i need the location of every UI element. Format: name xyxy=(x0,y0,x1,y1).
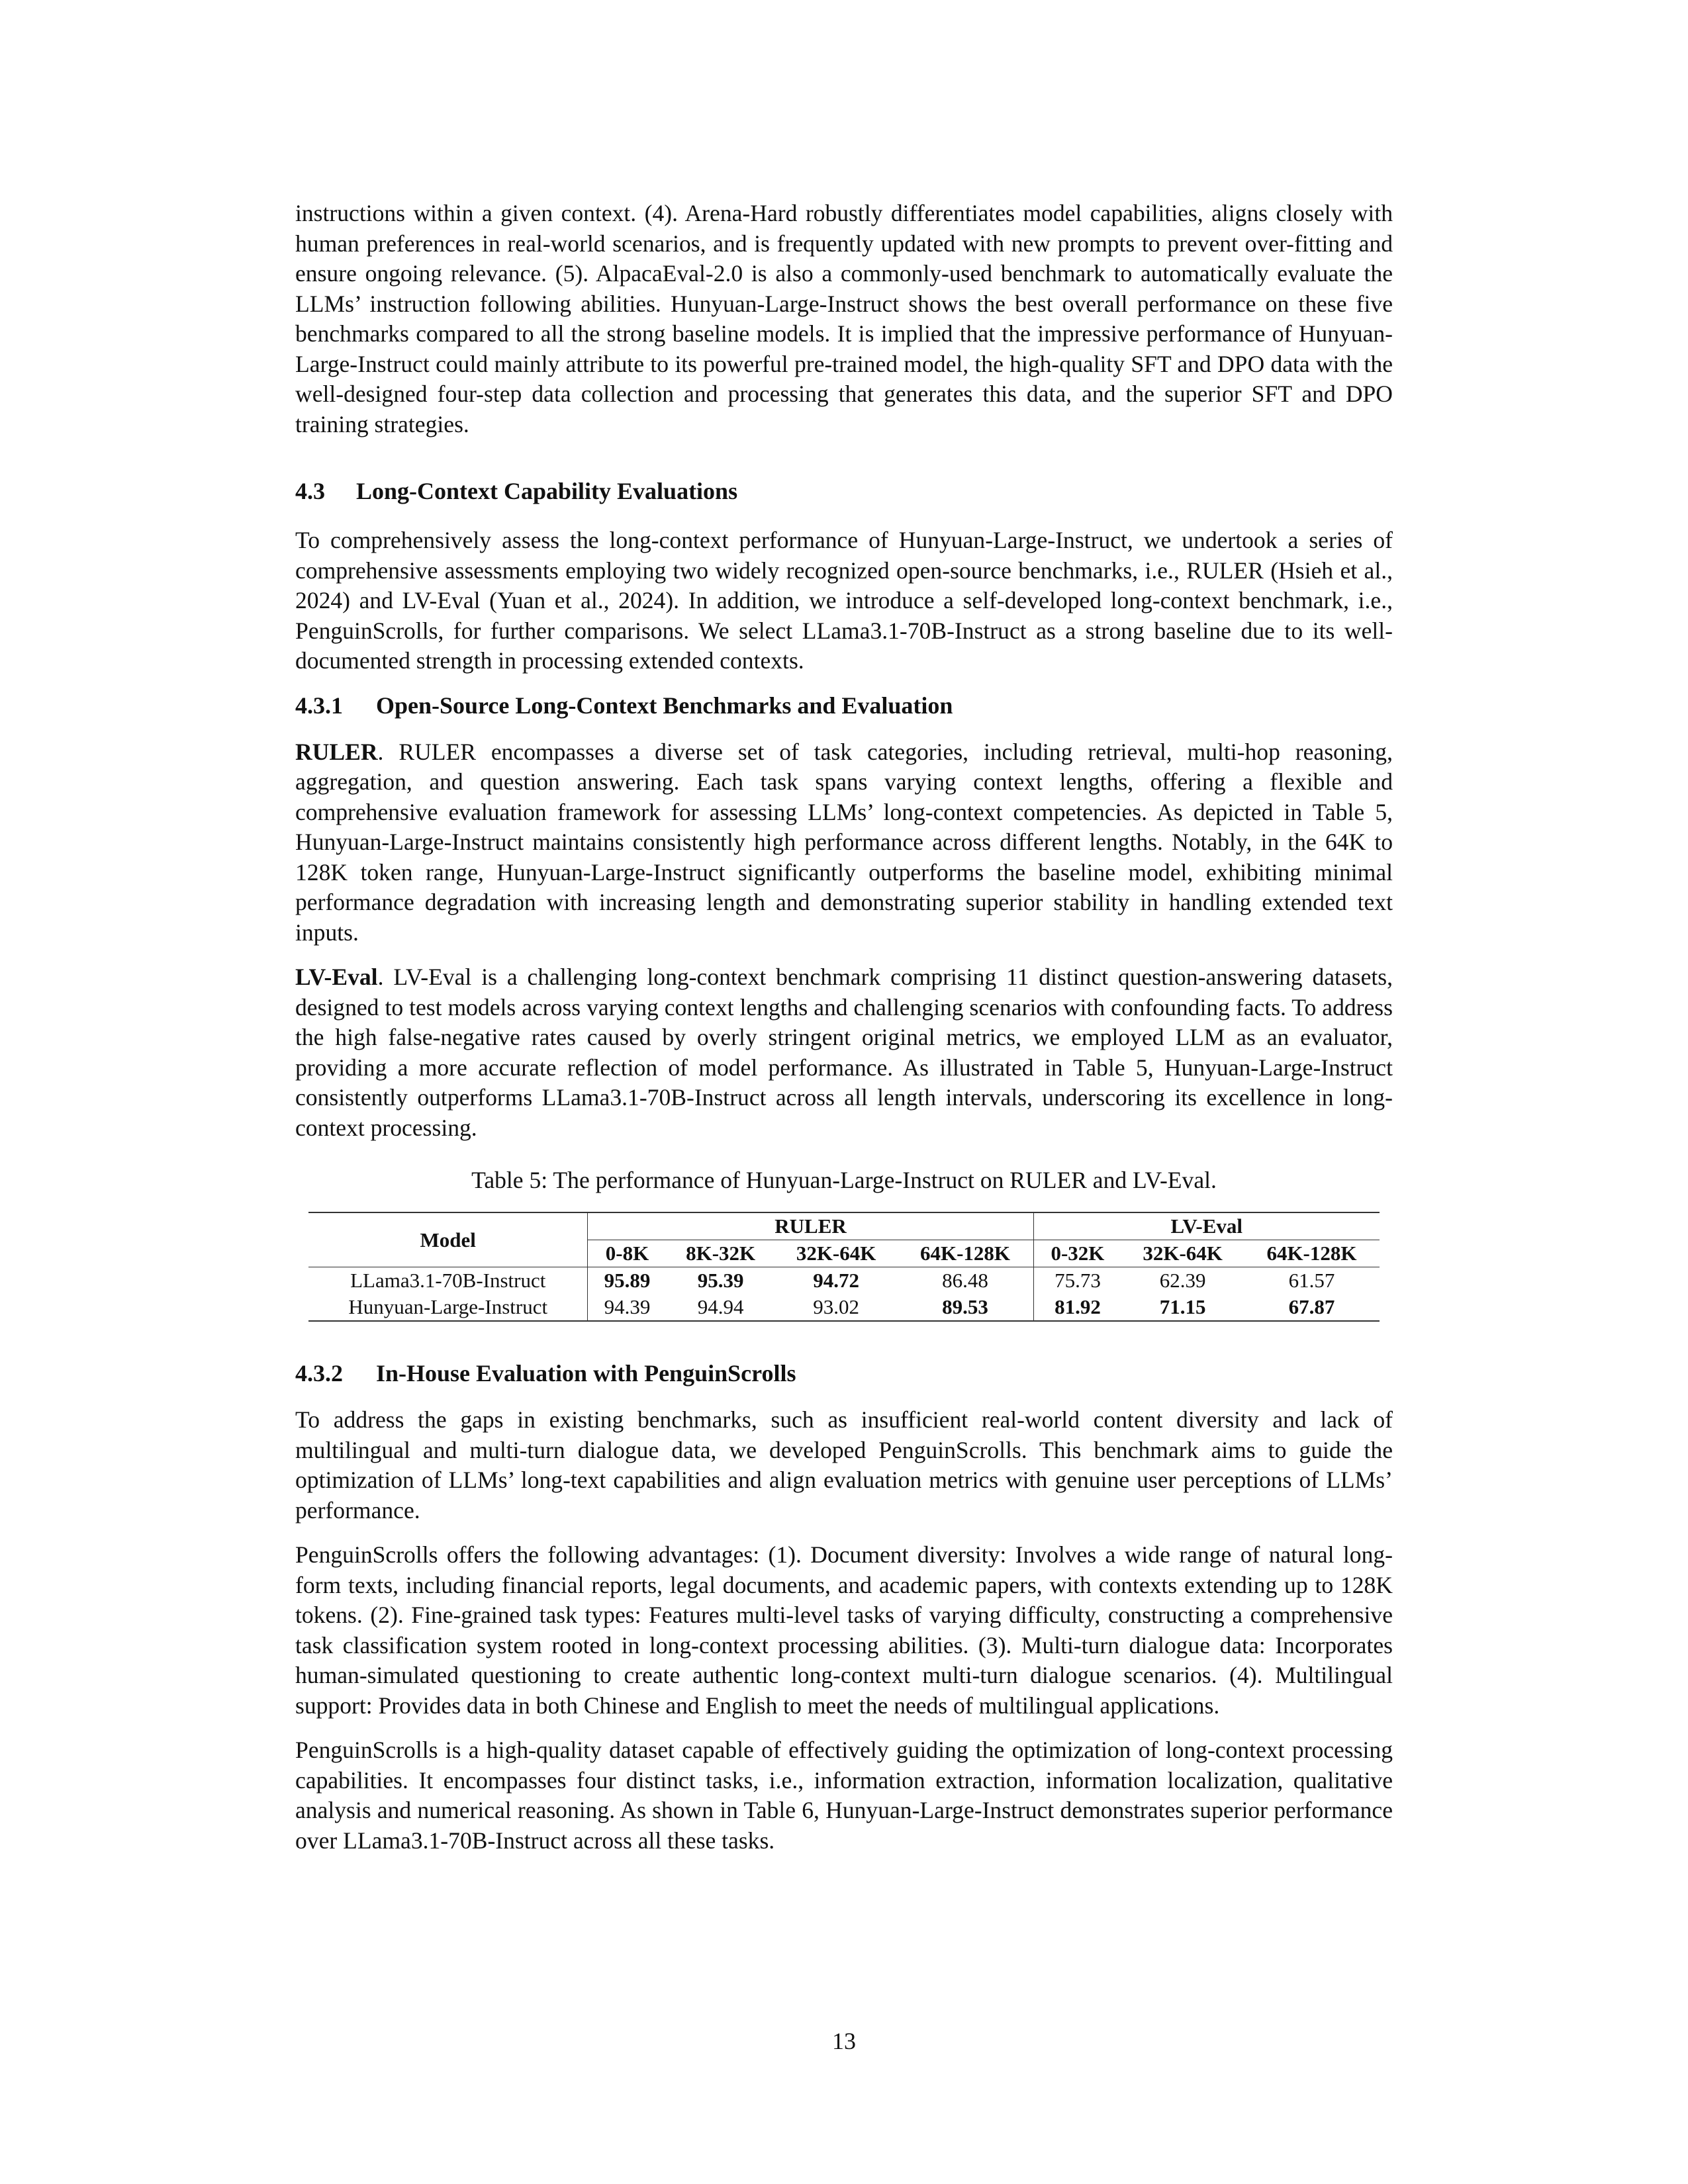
ruler-paragraph-text: . RULER encompasses a diverse set of task categories, including retrieval, multi-hop reasoning, aggregation, and question answering. Each task spans varying context lengths, offering a flexible and comprehensive evaluation framework for assessing LLMs’ long-context competencies. As depicted in Table 5, Hunyuan-Large-Instruct maintains consistently high performance across different lengths. Notably, in the 64K to 128K token range, Hunyuan-Large-Instruct significantly outperforms the baseline model, exhibiting minimal performance degradation with increasing length and demonstrating superior stability in handling extended text inputs. xyxy=(295,738,1393,946)
ruler-col-header: 8K-32K xyxy=(667,1240,775,1267)
table-5 xyxy=(308,1212,1380,1322)
ruler-col-header: 32K-64K xyxy=(775,1240,898,1267)
table-5-caption: Table 5: The performance of Hunyuan-Large-Instruct on RULER and LV-Eval. xyxy=(471,1167,1217,1193)
penguinscrolls-paragraph-1: To address the gaps in existing benchmarks, such as insufficient real-world content diversity and lack of multilingual and multi-turn dialogue data, we developed PenguinScrolls. This benchmark aims to guide the optimization of LLMs’ long-text capabilities and align evaluation metrics with genuine user perceptions of LLMs’ performance. xyxy=(295,1406,1393,1524)
score-cell: 81.92 xyxy=(1033,1294,1121,1321)
table-row xyxy=(308,1294,1380,1321)
score-cell: 95.89 xyxy=(604,1269,651,1292)
model-name-cell: Hunyuan-Large-Instruct xyxy=(308,1294,588,1321)
score-cell: 75.73 xyxy=(1055,1269,1101,1292)
ruler-paragraph xyxy=(295,737,1393,948)
table-spacer xyxy=(295,1322,1393,1359)
lveval-col-header: 64K-128K xyxy=(1244,1240,1380,1267)
intro-paragraph: instructions within a given context. (4). Arena-Hard robustly differentiates model capabilities, aligns closely with human preferences in real-world scenarios, and is frequently updated with new prompts to prevent over-fitting and ensure ongoing relevance. (5). AlpacaEval-2.0 is also a commonly-used benchmark to automatically evaluate the LLMs’ instruction following abilities. Hunyuan-Large-Instruct shows the best overall performance on these five benchmarks compared to all the strong baseline models. It is implied that the impressive performance of Hunyuan-Large-Instruct could mainly attribute to its powerful pre-trained model, the high-quality SFT and DPO data with the well-designed four-step data collection and processing that generates this data, and the superior SFT and DPO training strategies. xyxy=(295,200,1393,437)
section-4-3-2-heading xyxy=(295,1359,1393,1388)
lveval-paragraph xyxy=(295,962,1393,1143)
section-4-3-paragraph: To comprehensively assess the long-context performance of Hunyuan-Large-Instruct, we undertook a series of comprehensive assessments employing two widely recognized open-source benchmarks, i.e., RULER (Hsieh et al., 2024) and LV-Eval (Yuan et al., 2024). In addition, we introduce a self-developed long-context benchmark, i.e., PenguinScrolls, for further comparisons. We select LLama3.1-70B-Instruct as a strong baseline due to its well-documented strength in processing extended contexts. xyxy=(295,527,1393,674)
table-row xyxy=(308,1267,1380,1295)
score-cell: 71.15 xyxy=(1121,1294,1244,1321)
score-cell: 94.39 xyxy=(588,1294,667,1321)
model-column-header: Model xyxy=(308,1212,588,1267)
score-cell: 93.02 xyxy=(775,1294,898,1321)
lveval-col-header: 0-32K xyxy=(1033,1240,1121,1267)
ruler-col-header: 64K-128K xyxy=(897,1240,1033,1267)
lveval-run-in-label: LV-Eval xyxy=(295,964,378,990)
ruler-group-header: RULER xyxy=(588,1212,1033,1240)
lveval-col-header: 32K-64K xyxy=(1121,1240,1244,1267)
ruler-run-in-label: RULER xyxy=(295,738,378,765)
penguinscrolls-paragraph-2: PenguinScrolls offers the following advantages: (1). Document diversity: Involves a wide range of natural long-form texts, including financial reports, legal documents, and academic papers, with contexts extending up to 128K tokens. (2). Fine-grained task types: Features multi-level tasks of varying difficulty, constructing a comprehensive task classification system rooted in long-context processing abilities. (3). Multi-turn dialogue data: Incorporates human-simulated questioning to create authentic long-context multi-turn dialogue scenarios. (4). Multilingual support: Provides data in both Chinese and English to meet the needs of multilingual applications. xyxy=(295,1541,1393,1719)
ruler-col-header: 0-8K xyxy=(588,1240,667,1267)
section-number: 4.3 xyxy=(295,478,325,504)
score-cell: 89.53 xyxy=(897,1294,1033,1321)
score-cell: 62.39 xyxy=(1159,1269,1206,1292)
score-cell: 67.87 xyxy=(1244,1294,1380,1321)
score-cell: 86.48 xyxy=(897,1267,1033,1295)
penguinscrolls-paragraph-3: PenguinScrolls is a high-quality dataset capable of effectively guiding the optimization of long-context processing capabilities. It encompasses four distinct tasks, i.e., information extraction, information localization, qualitative analysis and numerical reasoning. As shown in Table 6, Hunyuan-Large-Instruct demonstrates superior performance over LLama3.1-70B-Instruct across all these tasks. xyxy=(295,1737,1393,1854)
lveval-paragraph-text: . LV-Eval is a challenging long-context benchmark comprising 11 distinct question-answering datasets, designed to test models across varying context lengths and challenging scenarios with confounding facts. To address the high false-negative rates caused by overly stringent original metrics, we employed LLM as an evaluator, providing a more accurate reflection of model performance. As illustrated in Table 5, Hunyuan-Large-Instruct consistently outperforms LLama3.1-70B-Instruct across all length intervals, underscoring its excellence in long-context processing. xyxy=(295,964,1393,1141)
model-name-cell: LLama3.1-70B-Instruct xyxy=(308,1267,588,1295)
subsection-title: In-House Evaluation with PenguinScrolls xyxy=(376,1360,796,1387)
subsection-number: 4.3.2 xyxy=(295,1360,343,1387)
section-title: Long-Context Capability Evaluations xyxy=(356,478,738,504)
section-4-3-heading xyxy=(295,477,1393,506)
page-body xyxy=(295,199,1393,1870)
subsection-number: 4.3.1 xyxy=(295,692,343,719)
section-4-3-1-heading xyxy=(295,691,1393,720)
score-cell: 61.57 xyxy=(1288,1269,1335,1292)
page-number: 13 xyxy=(832,2028,856,2054)
lveval-group-header: LV-Eval xyxy=(1033,1212,1380,1240)
score-cell: 94.72 xyxy=(813,1269,859,1292)
score-cell: 95.39 xyxy=(697,1269,744,1292)
subsection-title: Open-Source Long-Context Benchmarks and Evaluation xyxy=(376,692,953,719)
score-cell: 94.94 xyxy=(667,1294,775,1321)
